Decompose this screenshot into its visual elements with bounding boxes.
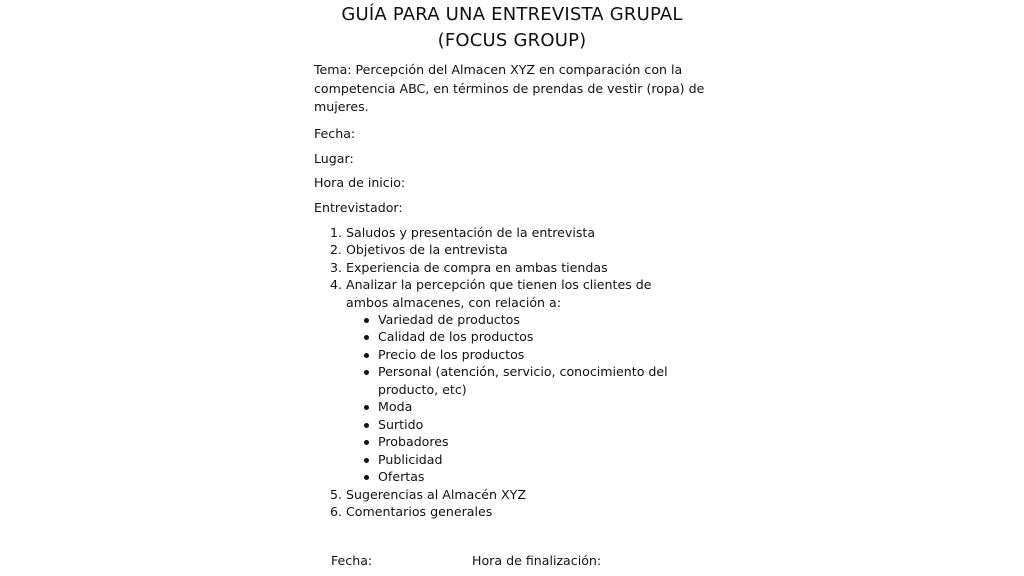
bullet-icon [364, 423, 369, 428]
sub-list-item-text: Publicidad [378, 452, 443, 467]
date-field: Fecha: [314, 126, 356, 141]
sub-list-item-text: Precio de los productos [378, 347, 525, 362]
bullet-icon [364, 458, 369, 463]
sub-list-item-text: Variedad de productos [378, 312, 520, 327]
footer-date-field: Fecha: [331, 553, 373, 568]
footer-end-time-field: Hora de finalización: [472, 553, 602, 568]
sub-list-item-text: Calidad de los productos [378, 329, 534, 344]
place-field: Lugar: [314, 151, 354, 166]
list-item-text: Saludos y presentación de la entrevista [346, 225, 596, 240]
bullet-icon [364, 353, 369, 358]
list-number: 4. [330, 277, 343, 292]
list-number: 5. [330, 487, 343, 502]
list-item-text: Experiencia de compra en ambas tiendas [346, 260, 608, 275]
list-number: 1. [330, 225, 343, 240]
list-number: 2. [330, 242, 343, 257]
bullet-icon [364, 440, 369, 445]
list-number: 3. [330, 260, 343, 275]
list-item-text: Comentarios generales [346, 504, 493, 519]
bullet-icon [364, 370, 369, 375]
list-item-text: Objetivos de la entrevista [346, 242, 508, 257]
document-subtitle: (FOCUS GROUP) [437, 30, 587, 51]
list-item-text: Analizar la percepción que tienen los clientes de ambos almacenes, con relación a: [346, 277, 652, 310]
interviewer-field: Entrevistador: [314, 200, 403, 215]
topic-paragraph: Tema: Percepción del Almacen XYZ en comparación con la competencia ABC, en términos de prendas de vestir (ropa) de mujeres. [314, 62, 705, 114]
list-number: 6. [330, 504, 343, 519]
sub-list-item-text: Moda [378, 399, 413, 414]
sub-list-item-text: Personal (atención, servicio, conocimiento del producto, etc) [378, 364, 668, 397]
sub-list-item-text: Ofertas [378, 469, 425, 484]
bullet-icon [364, 318, 369, 323]
sub-list-item-text: Surtido [378, 417, 424, 432]
list-item-text: Sugerencias al Almacén XYZ [346, 487, 526, 502]
bullet-icon [364, 475, 369, 480]
sub-list-item-text: Probadores [378, 434, 449, 449]
document-title: GUÍA PARA UNA ENTREVISTA GRUPAL [341, 4, 683, 25]
start-time-field: Hora de inicio: [314, 175, 406, 190]
bullet-icon [364, 405, 369, 410]
bullet-icon [364, 335, 369, 340]
